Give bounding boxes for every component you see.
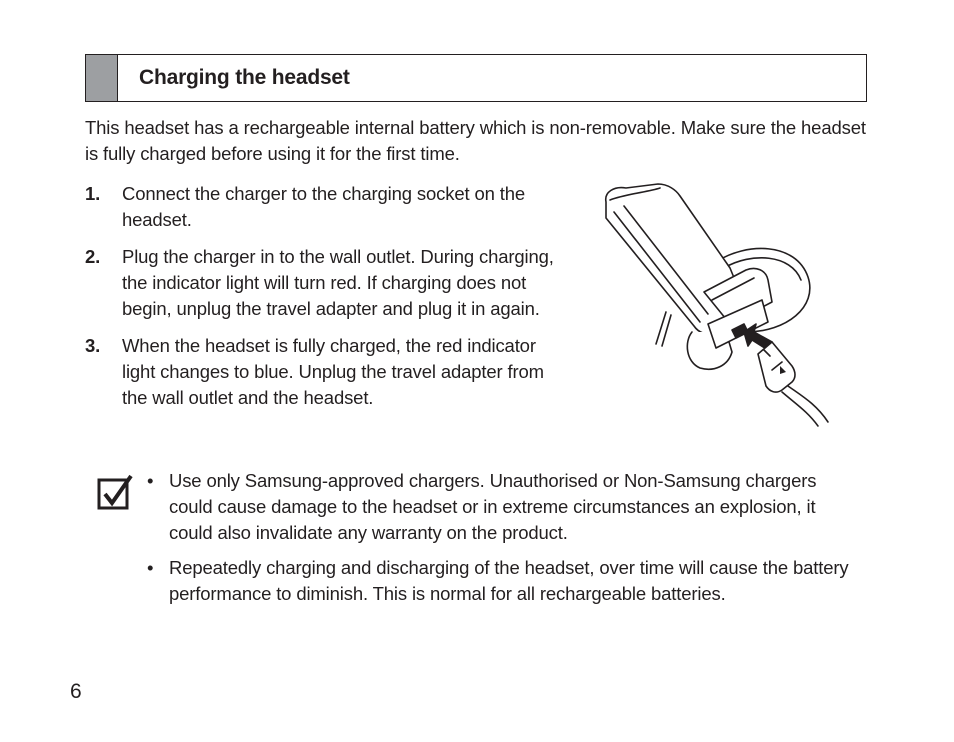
note-text: Use only Samsung-approved chargers. Unauthorised or Non-Samsung chargers could cause damage to the headset or in extreme circumstances an explosion, it could also invalidate any warranty on the product. <box>169 470 817 543</box>
step-text: When the headset is fully charged, the red indicator light changes to blue. Unplug the travel adapter from the wall outlet and the headset. <box>122 335 544 408</box>
section-title: Charging the headset <box>139 66 350 89</box>
step-item <box>85 244 585 322</box>
note-text: Repeatedly charging and discharging of the headset, over time will cause the battery performance to diminish. This is normal for all rechargeable batteries. <box>169 557 849 604</box>
charger-cable <box>788 386 828 422</box>
step-item <box>85 333 585 411</box>
note-item <box>147 555 857 607</box>
intro-paragraph: This headset has a rechargeable internal battery which is non-removable. Make sure the headset is fully charged before using it for the first time. <box>85 117 866 164</box>
bullet: • <box>147 557 154 578</box>
steps-list <box>85 181 585 422</box>
section-header-tab <box>86 55 118 101</box>
step-text: Plug the charger in to the wall outlet. During charging, the indicator light will turn red. If charging does not begin, unplug the travel adapter and plug it in again. <box>122 246 554 319</box>
step-item <box>85 181 585 233</box>
step-number: 1. <box>85 183 101 204</box>
notes-list <box>147 468 857 616</box>
bullet: • <box>147 470 154 491</box>
step-number: 2. <box>85 246 101 267</box>
step-text: Connect the charger to the charging socket on the headset. <box>122 183 525 230</box>
page-number: 6 <box>70 680 82 703</box>
section-header <box>85 54 867 102</box>
note-item <box>147 468 857 546</box>
headset-charging-illustration <box>596 182 846 428</box>
step-number: 3. <box>85 335 101 356</box>
checkbox-note-icon <box>97 474 135 512</box>
